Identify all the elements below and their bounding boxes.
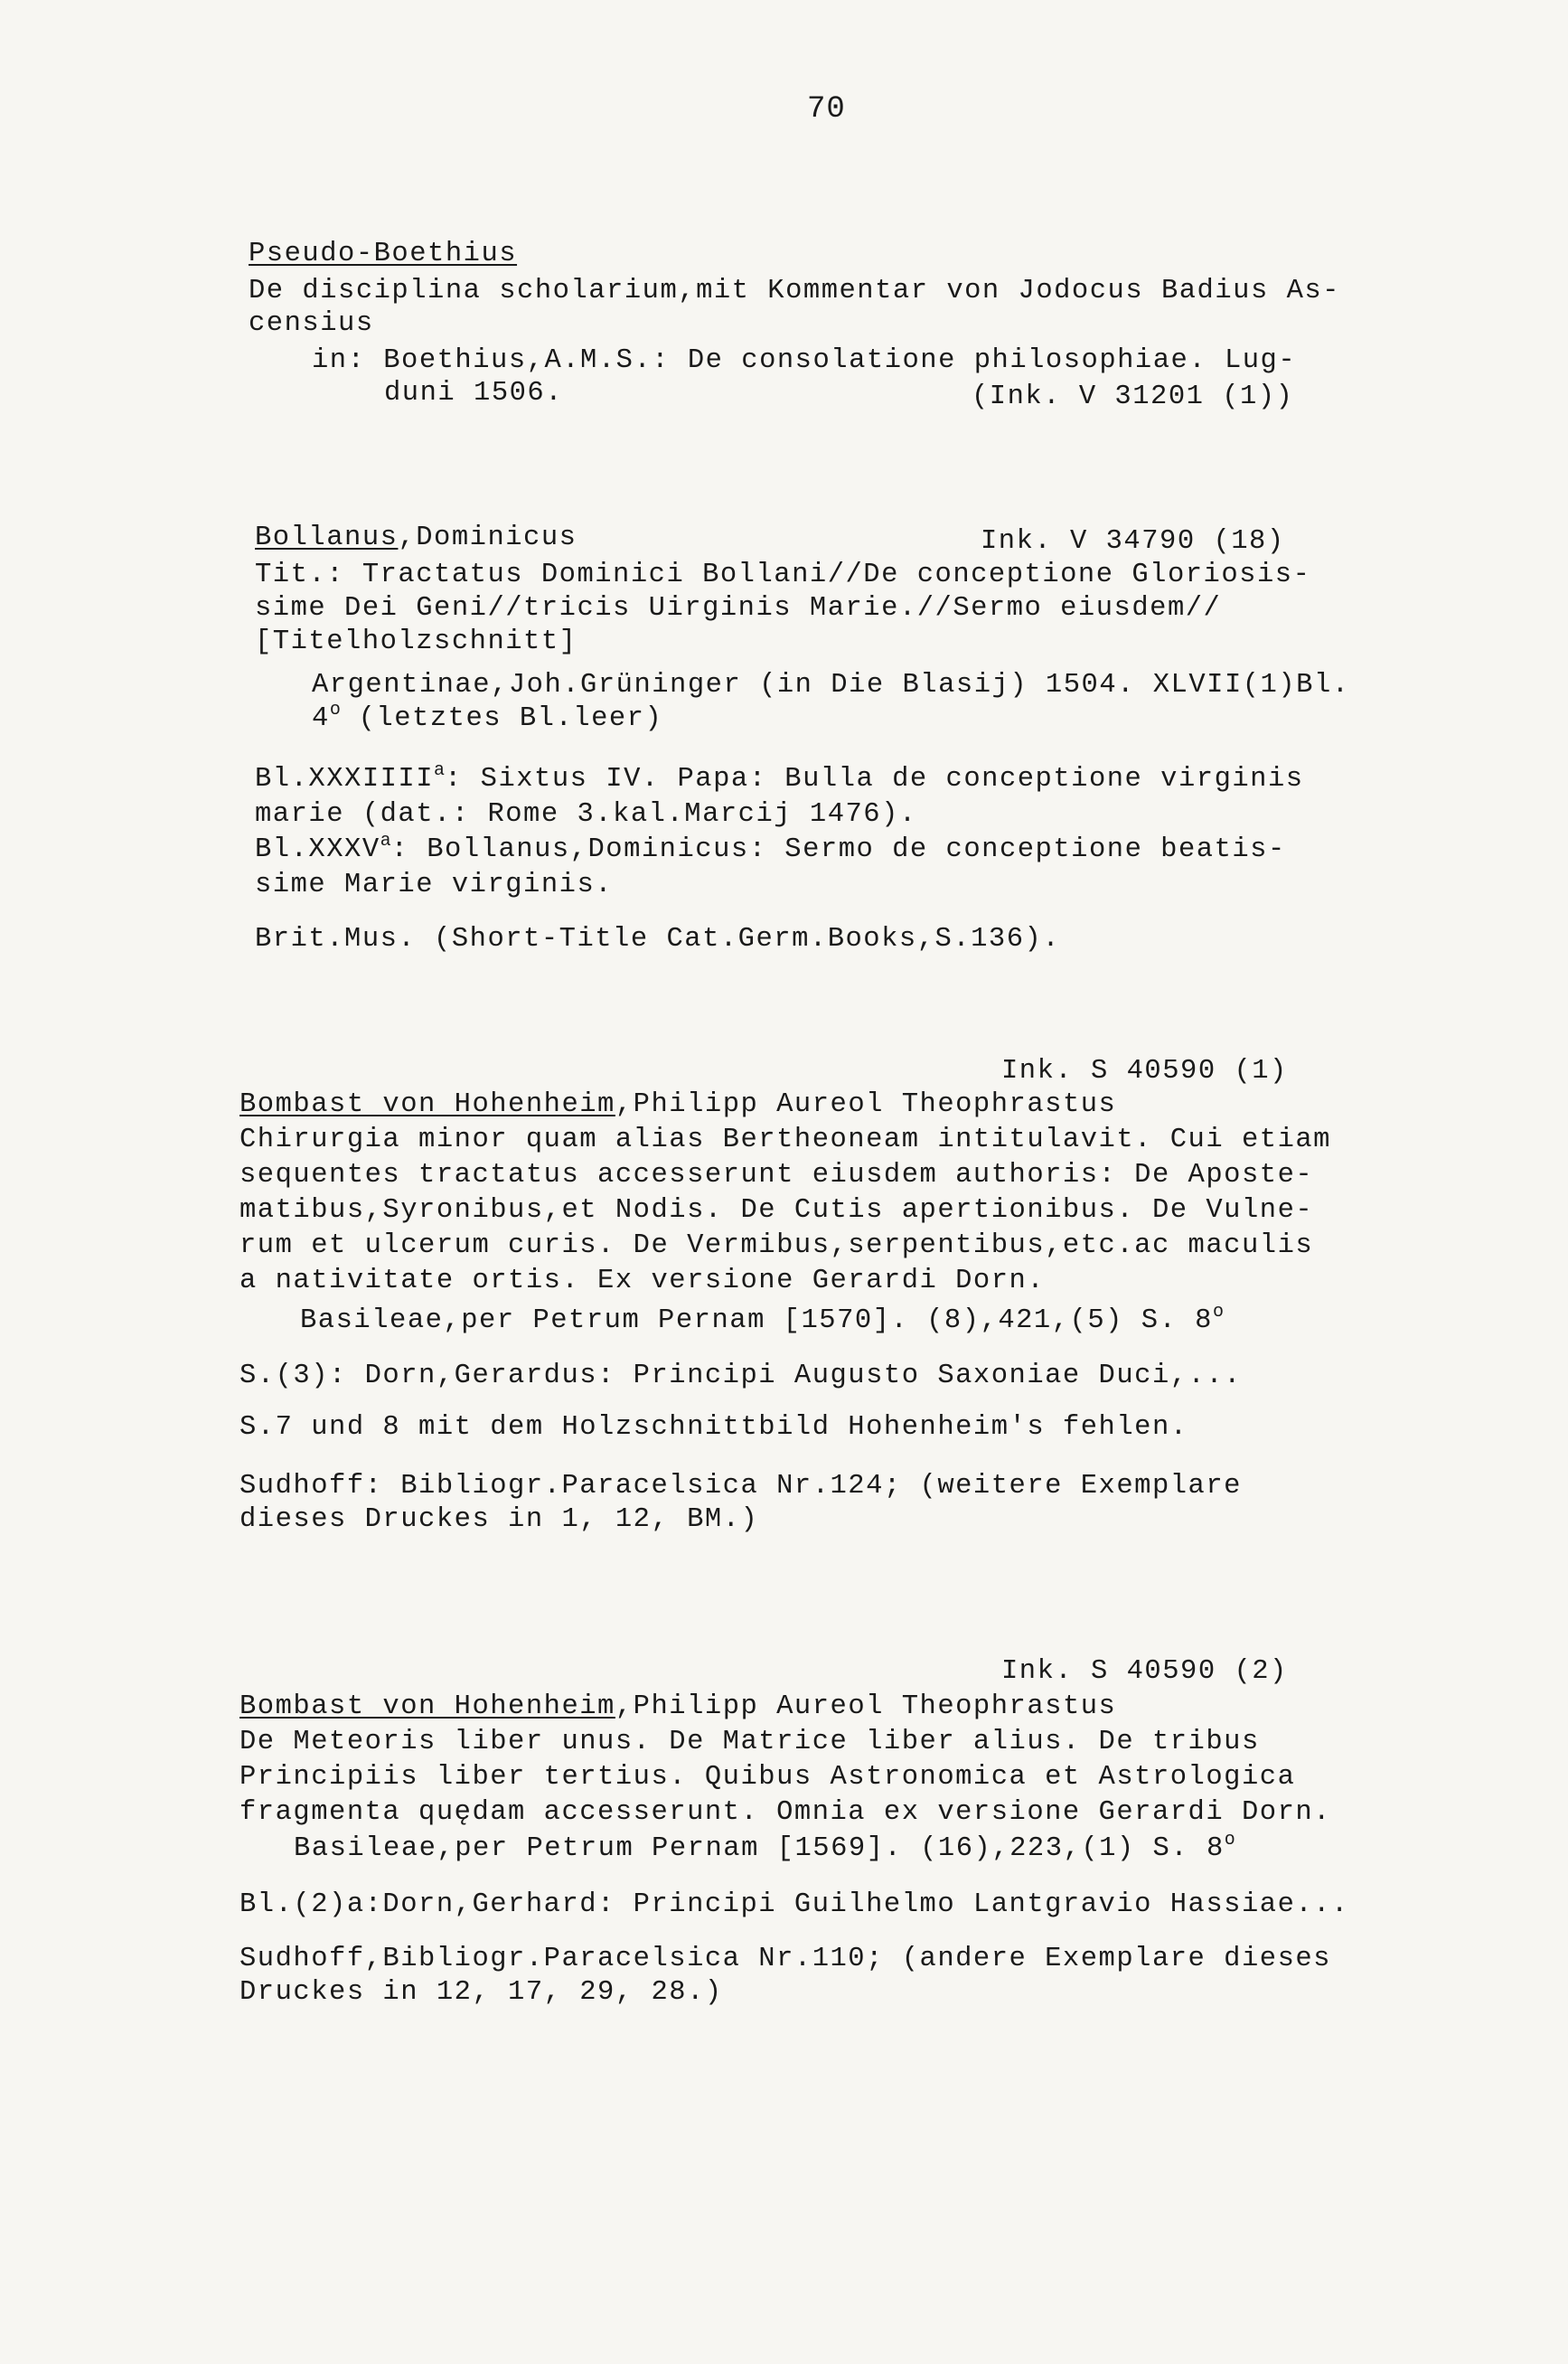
entry-line: marie (dat.: Rome 3.kal.Marcij 1476). bbox=[255, 799, 917, 830]
entry-author: Bollanus bbox=[255, 523, 399, 553]
entry-line: Brit.Mus. (Short-Title Cat.Germ.Books,S.136). bbox=[255, 924, 1061, 955]
entry-line: 4$^o$ (letztes Bl.leer) bbox=[312, 700, 663, 734]
entry-author-rest: ,Philipp Aureol Theophrastus bbox=[615, 1089, 1117, 1120]
entry-line: dieses Druckes in 1, 12, BM.) bbox=[239, 1504, 759, 1535]
entry-line: Tit.: Tractatus Dominici Bollani//De conceptione Gloriosis- bbox=[255, 560, 1311, 590]
entry-line: Druckes in 12, 17, 29, 28.) bbox=[239, 1977, 723, 2008]
entry-line: Principiis liber tertius. Quibus Astronomica et Astrologica bbox=[239, 1762, 1296, 1793]
page-number: 70 bbox=[807, 92, 846, 127]
entry-line: Chirurgia minor quam alias Bertheoneam intitulavit. Cui etiam bbox=[239, 1125, 1331, 1155]
entry-heading bbox=[239, 1089, 1116, 1120]
entry-author: Bombast von Hohenheim bbox=[239, 1691, 615, 1722]
entry-line: Bl.(2)a:Dorn,Gerhard: Principi Guilhelmo Lantgravio Hassiae... bbox=[239, 1889, 1349, 1920]
entry-line: Bl.XXXV$^a$: Bollanus,Dominicus: Sermo de conceptione beatis- bbox=[255, 831, 1286, 865]
entry-heading bbox=[239, 1691, 1116, 1722]
entry-shelfmark: (Ink. V 31201 (1)) bbox=[972, 381, 1294, 412]
entry-line: De disciplina scholarium,mit Kommentar von Jodocus Badius As- bbox=[249, 276, 1340, 306]
entry-line: Sudhoff: Bibliogr.Paracelsica Nr.124; (weitere Exemplare bbox=[239, 1471, 1242, 1502]
entry-line: Sudhoff,Bibliogr.Paracelsica Nr.110; (andere Exemplare dieses bbox=[239, 1944, 1331, 1974]
entry-line: censius bbox=[249, 308, 374, 339]
entry-author: Pseudo-Boethius bbox=[249, 239, 518, 269]
entry-line: sime Marie virginis. bbox=[255, 870, 614, 900]
entry-shelfmark: Ink. V 34790 (18) bbox=[981, 526, 1285, 557]
entry-line: duni 1506. bbox=[384, 378, 564, 409]
entry-line: sime Dei Geni//tricis Uirginis Marie.//Sermo eiusdem// bbox=[255, 593, 1222, 624]
entry-line: a nativitate ortis. Ex versione Gerardi Dorn. bbox=[239, 1266, 1046, 1296]
entry-line: [Titelholzschnitt] bbox=[255, 626, 577, 657]
entry-line: in: Boethius,A.M.S.: De consolatione philosophiae. Lug- bbox=[312, 345, 1297, 376]
entry-shelfmark: Ink. S 40590 (1) bbox=[1001, 1056, 1288, 1087]
entry-line: fragmenta quędam accesserunt. Omnia ex versione Gerardi Dorn. bbox=[239, 1797, 1331, 1828]
entry-line: Basileae,per Petrum Pernam [1570]. (8),421,(5) S. 8$^o$ bbox=[300, 1302, 1224, 1336]
entry-line: Argentinae,Joh.Grüninger (in Die Blasij) 1504. XLVII(1)Bl. bbox=[312, 670, 1350, 701]
entry-line: S.7 und 8 mit dem Holzschnittbild Hohenheim's fehlen. bbox=[239, 1412, 1188, 1443]
entry-line: matibus,Syronibus,et Nodis. De Cutis apertionibus. De Vulne- bbox=[239, 1195, 1314, 1226]
entry-author-rest: ,Philipp Aureol Theophrastus bbox=[615, 1691, 1117, 1722]
entry-line: rum et ulcerum curis. De Vermibus,serpentibus,etc.ac maculis bbox=[239, 1230, 1314, 1261]
entry-line: De Meteoris liber unus. De Matrice liber alius. De tribus bbox=[239, 1727, 1260, 1757]
entry-line: Bl.XXXIIII$^a$: Sixtus IV. Papa: Bulla de conceptione virginis bbox=[255, 760, 1304, 795]
entry-line: S.(3): Dorn,Gerardus: Principi Augusto Saxoniae Duci,... bbox=[239, 1361, 1242, 1391]
entry-author: Bombast von Hohenheim bbox=[239, 1089, 615, 1120]
entry-heading bbox=[255, 523, 577, 553]
entry-shelfmark: Ink. S 40590 (2) bbox=[1001, 1656, 1288, 1687]
entry-author-rest: ,Dominicus bbox=[398, 523, 577, 553]
entry-line: Basileae,per Petrum Pernam [1569]. (16),223,(1) S. 8$^o$ bbox=[294, 1830, 1235, 1864]
entry-line: sequentes tractatus accesserunt eiusdem authoris: De Aposte- bbox=[239, 1160, 1314, 1191]
